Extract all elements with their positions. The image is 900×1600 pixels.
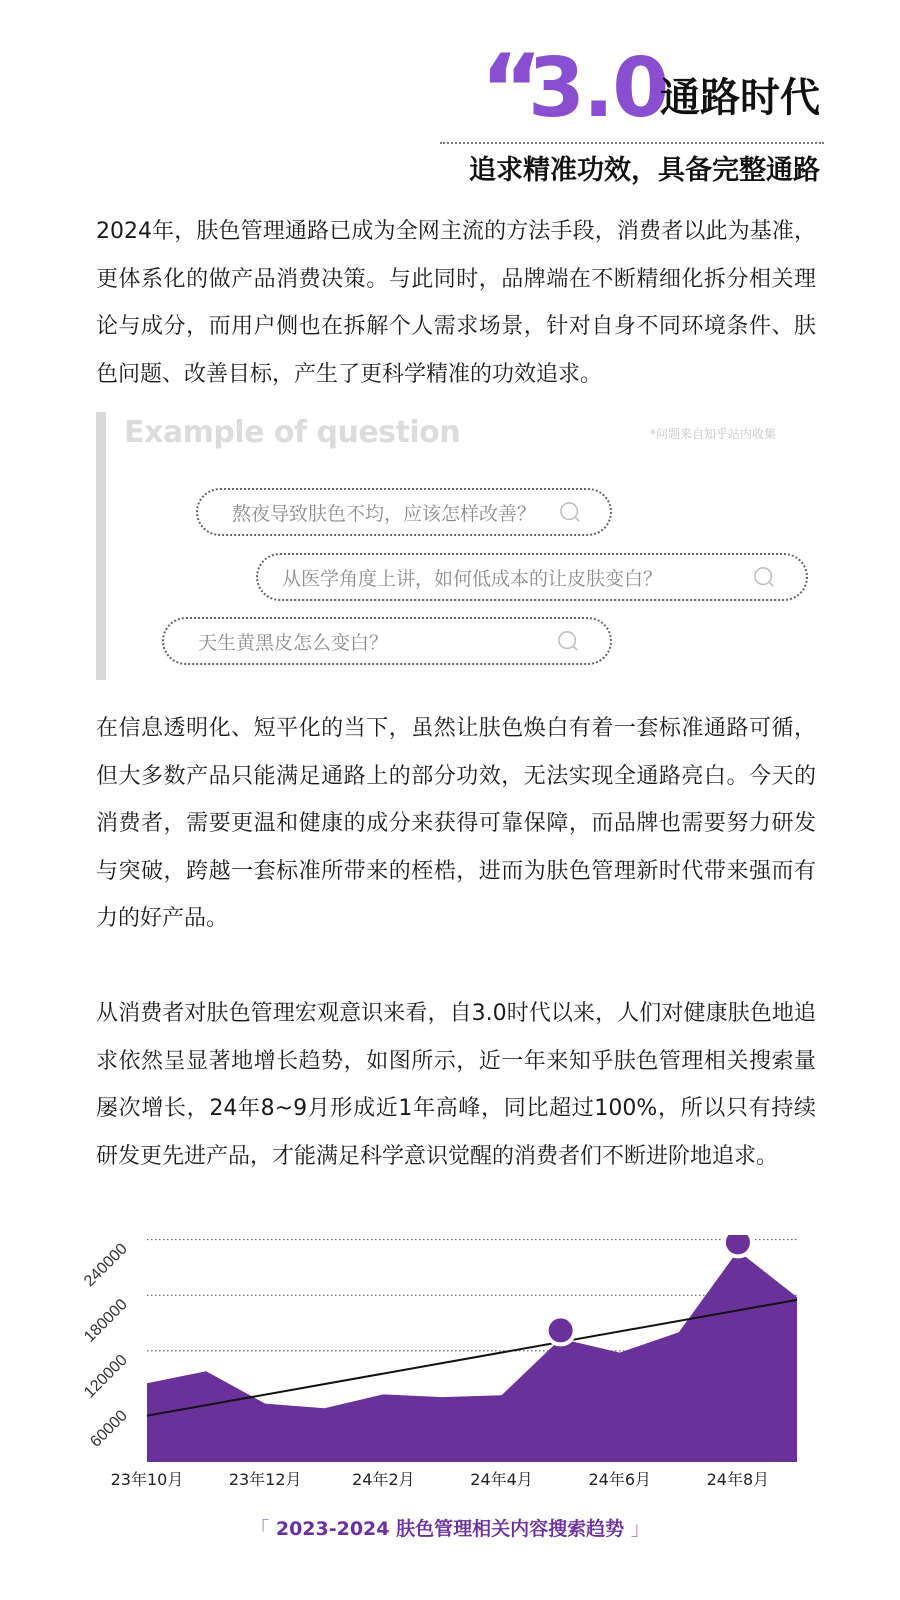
x-tick-label: 24年2月 (352, 1470, 415, 1489)
intro-paragraph: 2024年，肤色管理通路已成为全网主流的方法手段，消费者以此为基准，更体系化的做产品消费决策。与此同时，品牌端在不断精细化拆分相关理论与成分，而用户侧也在拆解个人需求场景，针对自身不同环境条件、肤色问题、改善目标，产生了更科学精准的功效追求。 (96, 219, 816, 387)
context-paragraph: 在信息透明化、短平化的当下，虽然让肤色焕白有着一套标准通路可循，但大多数产品只能满足通路上的部分功效，无法实现全通路亮白。今天的消费者，需要更温和健康的成分来获得可靠保障，而品牌也需要努力研发与突破，跨越一套标准所带来的桎梏，进而为肤色管理新时代带来强而有力的好产品。 (96, 716, 816, 931)
search-icon (558, 631, 580, 653)
question-pill (162, 617, 612, 665)
trend-paragraph: 从消费者对肤色管理宏观意识来看，自3.0时代以来，人们对健康肤色地追求依然呈显著地增长趋势，如图所示，近一年来知乎肤色管理相关搜索量屡次增长，24年8~9月形成近1年高峰，同比超过100%，所以只有持续研发更先进产品，才能满足科学意识觉醒的消费者们不断进阶地追求。 (96, 1001, 816, 1169)
y-tick-label: 240000 (81, 1240, 131, 1291)
x-tick-label: 24年4月 (470, 1470, 533, 1489)
y-tick-label: 120000 (81, 1351, 131, 1402)
example-title: Example of question (124, 415, 461, 450)
search-icon (754, 567, 776, 589)
question-text: 从医学角度上讲，如何低成本的让皮肤变白？ (282, 567, 663, 590)
caption-text: 肤色管理相关内容搜索趋势 (396, 1518, 625, 1540)
header-divider (440, 142, 824, 144)
question-text: 天生黄黑皮怎么变白？ (198, 631, 389, 654)
quote-mark: “ (480, 34, 544, 146)
search-trend-chart (0, 1235, 900, 1505)
version-number: 3.0 (528, 41, 668, 136)
caption-years: 2023-2024 (275, 1518, 390, 1540)
x-tick-label: 24年6月 (588, 1470, 652, 1489)
x-tick-label: 24年8月 (706, 1470, 770, 1489)
subtitle: 追求精准功效，具备完整通路 (469, 155, 820, 186)
x-tick-label: 23年12月 (228, 1470, 302, 1489)
question-pill (256, 553, 808, 601)
highlight-point (547, 1316, 575, 1344)
series-area (147, 1251, 797, 1462)
y-tick-label: 60000 (87, 1407, 131, 1451)
caption-open-bracket: 「 (250, 1518, 270, 1540)
caption-close-bracket: 」 (630, 1518, 650, 1540)
highlight-point (724, 1235, 752, 1256)
search-icon (560, 502, 582, 524)
x-tick-label: 23年10月 (110, 1470, 184, 1489)
y-tick-label: 180000 (81, 1296, 131, 1346)
question-pill (196, 488, 612, 536)
example-side-bar (96, 412, 106, 680)
example-source-note: *问题来自知乎站内收集 (650, 427, 777, 441)
question-text: 熬夜导致肤色不均，应该怎样改善？ (232, 502, 537, 525)
era-title: 通路时代 (660, 75, 820, 121)
chart-caption (0, 1514, 900, 1541)
